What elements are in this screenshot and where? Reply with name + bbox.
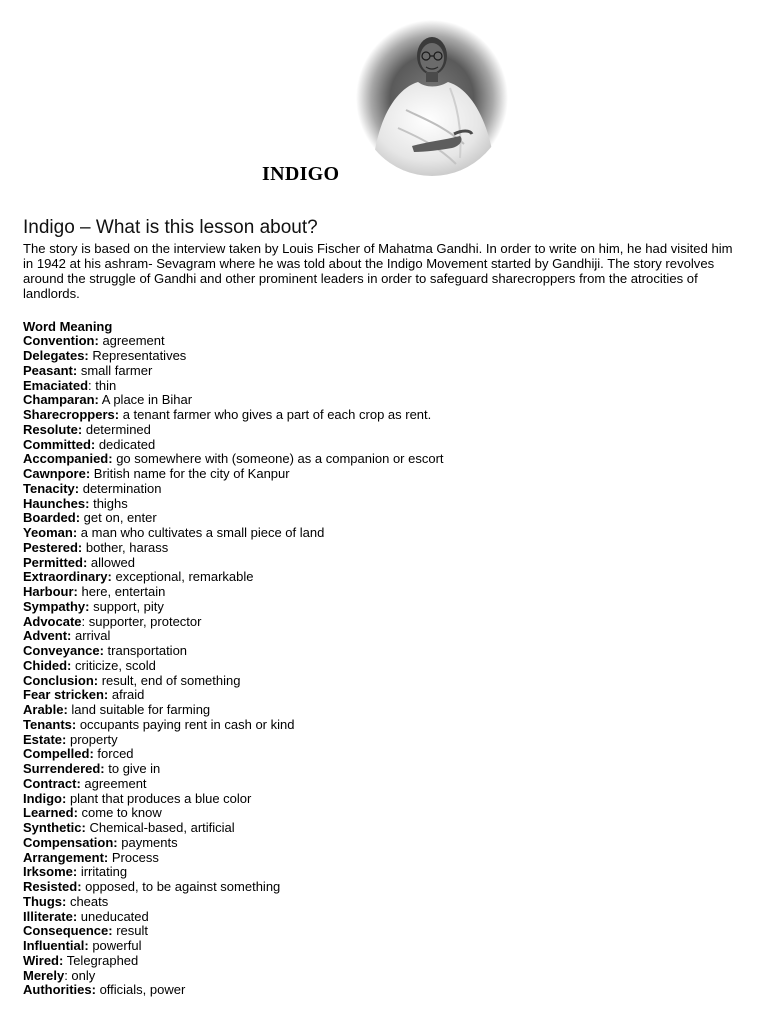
glossary-item bbox=[23, 526, 743, 541]
glossary-definition: exceptional, remarkable bbox=[111, 569, 254, 585]
glossary-term: Influential: bbox=[23, 938, 89, 954]
glossary-item bbox=[23, 570, 743, 585]
glossary-item bbox=[23, 880, 743, 895]
glossary-item bbox=[23, 629, 743, 644]
glossary-term: Resisted: bbox=[23, 879, 82, 895]
glossary-term: Fear stricken: bbox=[23, 687, 109, 703]
gandhi-portrait-icon bbox=[352, 18, 512, 178]
glossary-item bbox=[23, 895, 743, 910]
glossary-item bbox=[23, 452, 743, 467]
glossary-definition: to give in bbox=[104, 761, 161, 777]
glossary-definition: small farmer bbox=[77, 362, 153, 378]
glossary-definition: uneducated bbox=[77, 908, 149, 924]
glossary-term: Extraordinary: bbox=[23, 569, 112, 585]
glossary-term: Convention: bbox=[23, 333, 99, 349]
glossary-term: Arrangement: bbox=[23, 849, 109, 865]
glossary-item bbox=[23, 497, 743, 512]
glossary-item bbox=[23, 910, 743, 925]
glossary-definition: thighs bbox=[89, 495, 128, 511]
word-meaning-list bbox=[23, 334, 743, 998]
glossary-item bbox=[23, 379, 743, 394]
glossary-item bbox=[23, 644, 743, 659]
glossary-definition: officials, power bbox=[95, 982, 186, 998]
glossary-item bbox=[23, 438, 743, 453]
lesson-heading: Indigo – What is this lesson about? bbox=[23, 217, 318, 238]
glossary-definition: occupants paying rent in cash or kind bbox=[76, 716, 295, 732]
glossary-item bbox=[23, 851, 743, 866]
glossary-term: Tenants: bbox=[23, 716, 77, 732]
glossary-item bbox=[23, 762, 743, 777]
glossary-definition: Chemical-based, artificial bbox=[85, 820, 235, 836]
glossary-term: Conveyance: bbox=[23, 643, 104, 659]
glossary-item bbox=[23, 939, 743, 954]
glossary-item bbox=[23, 615, 743, 630]
glossary-term: Compensation: bbox=[23, 834, 118, 850]
glossary-term: Yeoman: bbox=[23, 525, 78, 541]
glossary-term: Surrendered: bbox=[23, 761, 105, 777]
glossary-definition: land suitable for farming bbox=[67, 702, 211, 718]
glossary-term: Irksome: bbox=[23, 864, 78, 880]
glossary-definition: come to know bbox=[77, 805, 162, 821]
glossary-item bbox=[23, 983, 743, 998]
glossary-definition: A place in Bihar bbox=[98, 392, 193, 408]
glossary-term: Committed: bbox=[23, 436, 96, 452]
glossary-term: Harbour: bbox=[23, 584, 78, 600]
glossary-definition: a tenant farmer who gives a part of each crop as rent. bbox=[119, 407, 432, 423]
glossary-item bbox=[23, 393, 743, 408]
glossary-definition: agreement bbox=[98, 333, 165, 349]
glossary-term: Compelled: bbox=[23, 746, 94, 762]
glossary-term: Tenacity: bbox=[23, 480, 80, 496]
glossary-term: Thugs: bbox=[23, 893, 67, 909]
glossary-item bbox=[23, 364, 743, 379]
glossary-definition: result bbox=[112, 923, 148, 939]
glossary-item bbox=[23, 541, 743, 556]
glossary-term: Permitted: bbox=[23, 554, 88, 570]
glossary-term: Pestered: bbox=[23, 539, 83, 555]
glossary-definition: plant that produces a blue color bbox=[66, 790, 252, 806]
glossary-definition: British name for the city of Kanpur bbox=[90, 466, 290, 482]
glossary-item bbox=[23, 969, 743, 984]
glossary-term: Accompanied: bbox=[23, 451, 113, 467]
glossary-term: Peasant: bbox=[23, 362, 78, 378]
glossary-item bbox=[23, 467, 743, 482]
glossary-definition: agreement bbox=[80, 775, 147, 791]
glossary-term: Sharecroppers: bbox=[23, 407, 120, 423]
glossary-definition: support, pity bbox=[89, 598, 164, 614]
glossary-term: Arable: bbox=[23, 702, 68, 718]
lesson-intro-paragraph: The story is based on the interview taken by Louis Fischer of Mahatma Gandhi. In order to write on him, he had visited him in 1942 at his ashram- Sevagram where he was told about the Indigo Movement started by Gandhiji. The story revolves around the struggle of Gandhi and other prominent leaders in order to safeguard sharecroppers from the atrocities of landlords. bbox=[23, 241, 733, 301]
glossary-definition: irritating bbox=[77, 864, 128, 880]
glossary-term: Learned: bbox=[23, 805, 78, 821]
glossary-item bbox=[23, 511, 743, 526]
glossary-term: Delegates: bbox=[23, 348, 89, 364]
glossary-definition: opposed, to be against something bbox=[81, 879, 281, 895]
glossary-definition: a man who cultivates a small piece of land bbox=[77, 525, 325, 541]
word-meaning-heading: Word Meaning bbox=[23, 318, 113, 334]
glossary-item bbox=[23, 718, 743, 733]
glossary-item bbox=[23, 747, 743, 762]
glossary-item bbox=[23, 865, 743, 880]
glossary-item bbox=[23, 556, 743, 571]
glossary-definition: payments bbox=[117, 834, 178, 850]
glossary-item bbox=[23, 408, 743, 423]
lesson-content bbox=[23, 217, 743, 998]
glossary-term: Wired: bbox=[23, 952, 64, 968]
glossary-term: Estate: bbox=[23, 731, 67, 747]
glossary-term: Conclusion: bbox=[23, 672, 99, 688]
glossary-definition: here, entertain bbox=[77, 584, 166, 600]
glossary-definition: Representatives bbox=[88, 348, 187, 364]
glossary-term: Chided: bbox=[23, 657, 72, 673]
glossary-definition: Process bbox=[108, 849, 159, 865]
glossary-item bbox=[23, 659, 743, 674]
glossary-item bbox=[23, 423, 743, 438]
glossary-item bbox=[23, 733, 743, 748]
glossary-item bbox=[23, 688, 743, 703]
glossary-term: Synthetic: bbox=[23, 820, 86, 836]
glossary-item bbox=[23, 674, 743, 689]
glossary-definition: dedicated bbox=[95, 436, 156, 452]
glossary-term: Advent: bbox=[23, 628, 72, 644]
glossary-item bbox=[23, 836, 743, 851]
glossary-definition: result, end of something bbox=[98, 672, 241, 688]
glossary-term: Contract: bbox=[23, 775, 81, 791]
glossary-definition: go somewhere with (someone) as a companion or escort bbox=[112, 451, 444, 467]
glossary-definition: cheats bbox=[66, 893, 109, 909]
glossary-definition: Telegraphed bbox=[63, 952, 139, 968]
glossary-item bbox=[23, 821, 743, 836]
glossary-item bbox=[23, 703, 743, 718]
glossary-definition: allowed bbox=[87, 554, 135, 570]
glossary-definition: determination bbox=[79, 480, 162, 496]
glossary-item bbox=[23, 482, 743, 497]
glossary-definition: forced bbox=[93, 746, 134, 762]
glossary-definition: criticize, scold bbox=[71, 657, 156, 673]
glossary-definition: : thin bbox=[88, 377, 117, 393]
glossary-definition: determined bbox=[82, 421, 151, 437]
glossary-definition: property bbox=[66, 731, 118, 747]
glossary-definition: get on, enter bbox=[80, 510, 157, 526]
glossary-item bbox=[23, 334, 743, 349]
glossary-term: Illiterate: bbox=[23, 908, 78, 924]
glossary-term: Consequence: bbox=[23, 923, 113, 939]
glossary-item bbox=[23, 777, 743, 792]
gandhi-portrait-image bbox=[352, 18, 512, 178]
glossary-item bbox=[23, 924, 743, 939]
glossary-definition: : only bbox=[64, 967, 96, 983]
glossary-term: Cawnpore: bbox=[23, 466, 91, 482]
glossary-term: Champaran: bbox=[23, 392, 99, 408]
glossary-definition: powerful bbox=[88, 938, 142, 954]
page-title: INDIGO bbox=[262, 163, 340, 185]
glossary-item bbox=[23, 600, 743, 615]
glossary-item bbox=[23, 792, 743, 807]
glossary-definition: bother, harass bbox=[82, 539, 169, 555]
glossary-item bbox=[23, 954, 743, 969]
glossary-term: Advocate bbox=[23, 613, 82, 629]
glossary-term: Merely bbox=[23, 967, 65, 983]
glossary-term: Sympathy: bbox=[23, 598, 90, 614]
glossary-definition: : supporter, protector bbox=[81, 613, 202, 629]
glossary-term: Resolute: bbox=[23, 421, 83, 437]
glossary-definition: arrival bbox=[71, 628, 111, 644]
glossary-term: Boarded: bbox=[23, 510, 81, 526]
glossary-term: Emaciated bbox=[23, 377, 89, 393]
glossary-definition: transportation bbox=[103, 643, 188, 659]
glossary-item bbox=[23, 585, 743, 600]
glossary-term: Authorities: bbox=[23, 982, 96, 998]
glossary-term: Haunches: bbox=[23, 495, 90, 511]
glossary-term: Indigo: bbox=[23, 790, 67, 806]
glossary-item bbox=[23, 806, 743, 821]
glossary-item bbox=[23, 349, 743, 364]
glossary-definition: afraid bbox=[108, 687, 145, 703]
